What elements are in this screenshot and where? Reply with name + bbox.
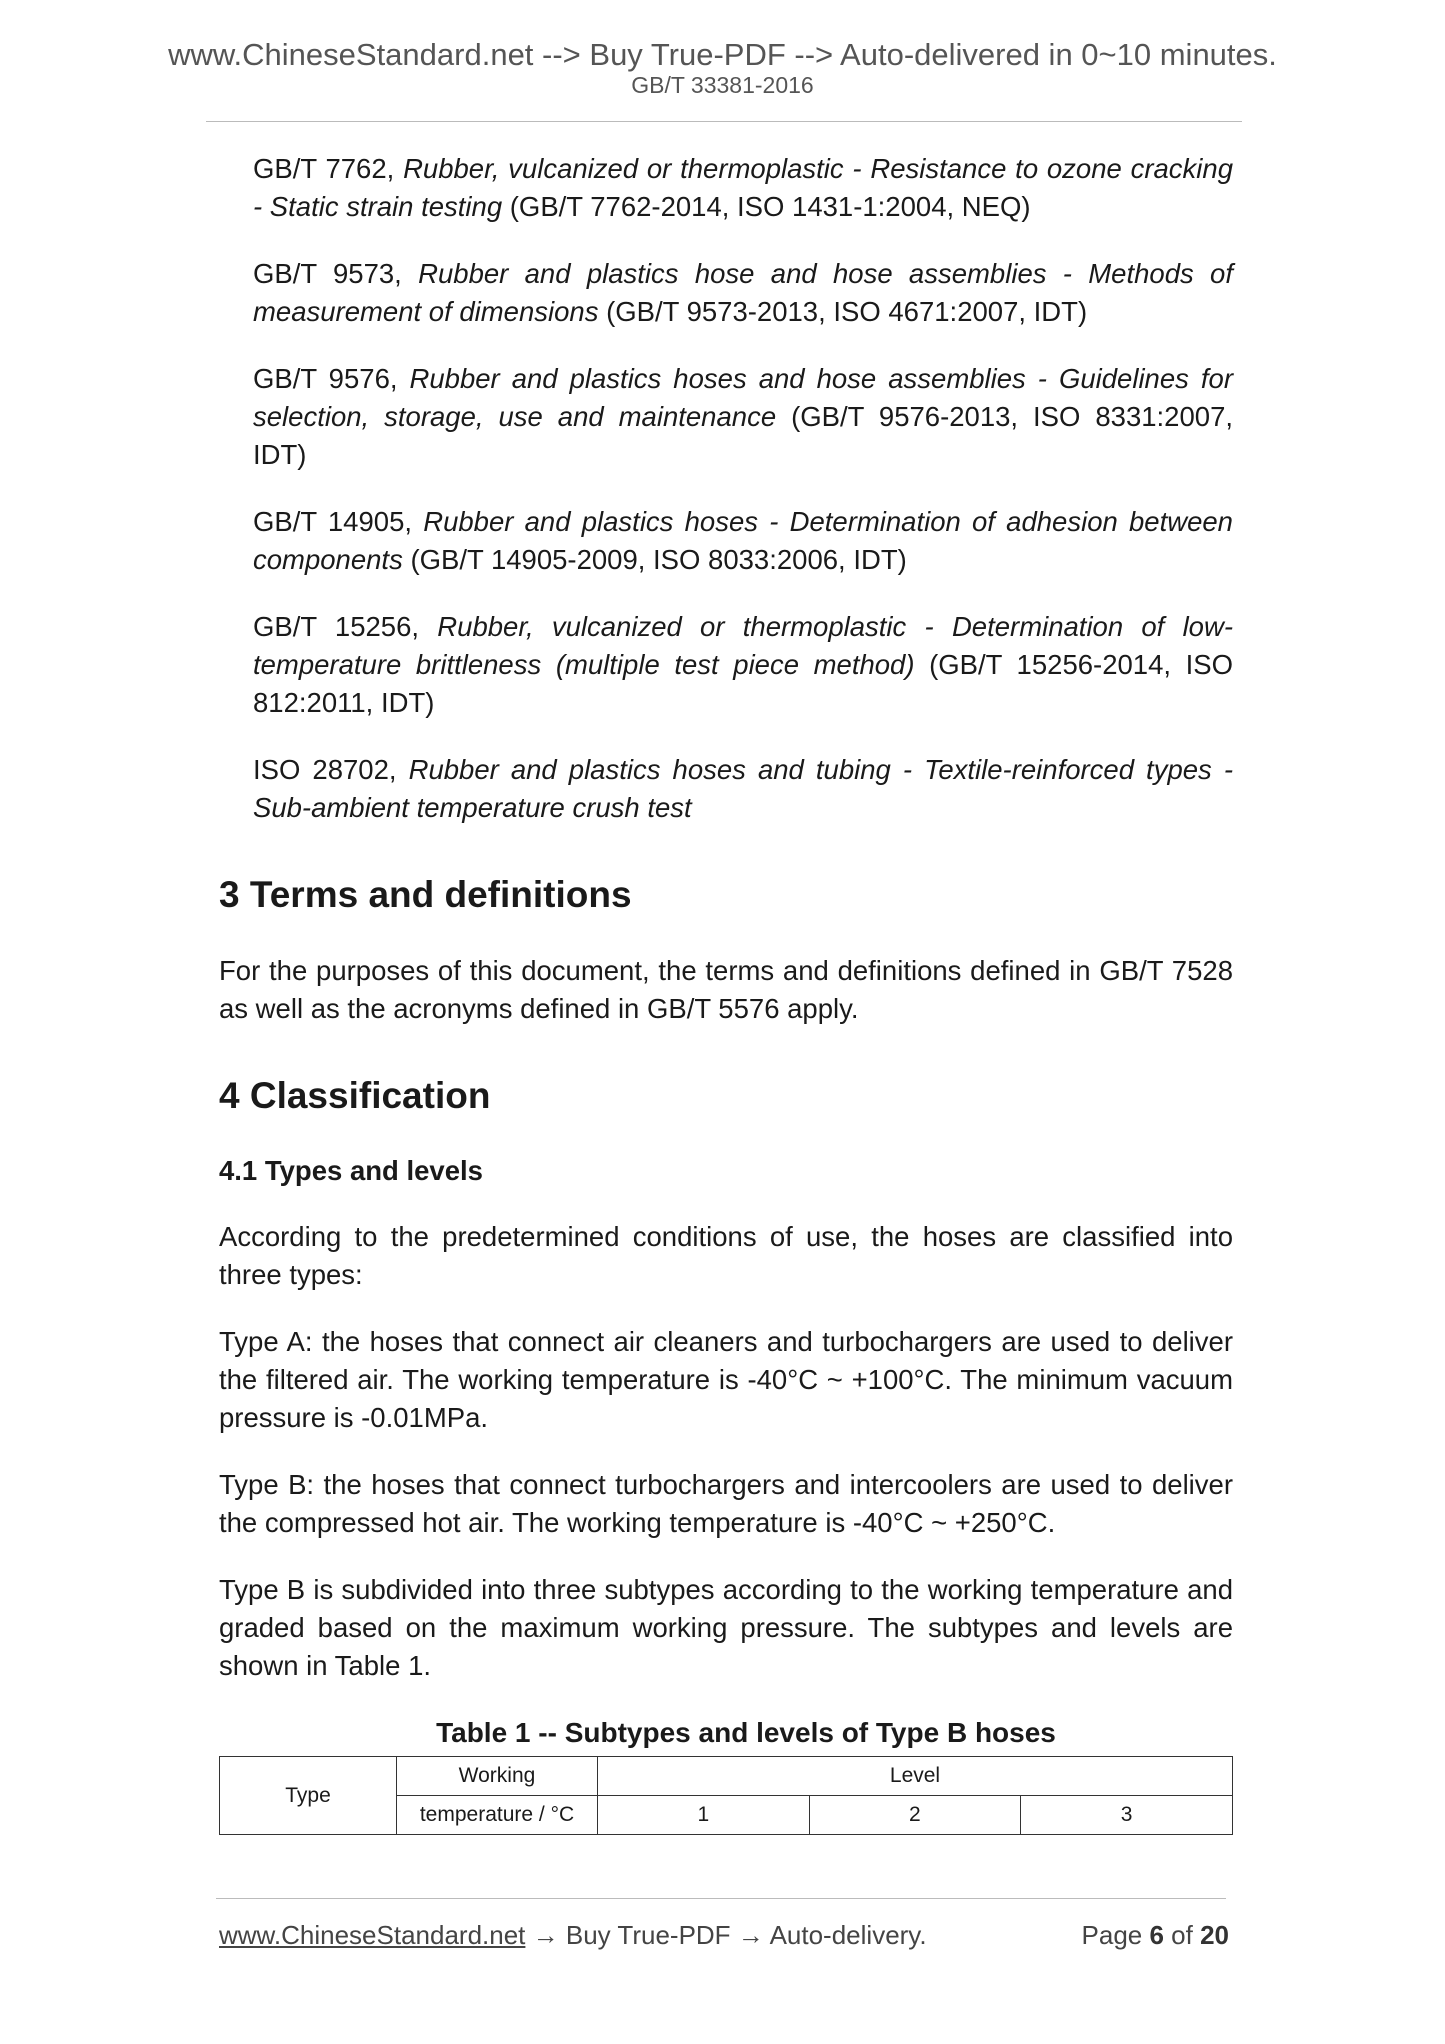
table-header-temp-line1: Working (397, 1757, 598, 1796)
reference-item: GB/T 14905, Rubber and plastics hoses - Determination of adhesion between components (GB/T 14905-2009, ISO 8033:2006, IDT) (253, 506, 1233, 575)
page-indicator: Page 6 of 20 (1081, 1920, 1229, 1950)
table-header-type: Type (220, 1757, 397, 1835)
page-number: 6 (1149, 1920, 1164, 1950)
footer-divider (216, 1898, 1226, 1899)
section-3-paragraph: For the purposes of this document, the terms and definitions defined in GB/T 7528 as well as the acronyms defined in GB/T 5576 apply. (219, 954, 1233, 1024)
section-4-heading: 4 Classification (219, 1074, 491, 1116)
table-header-level: Level (598, 1757, 1233, 1796)
table-header-level-2: 2 (809, 1796, 1021, 1835)
page-footer (219, 1920, 1229, 1951)
table-header-level-1: 1 (598, 1796, 810, 1835)
paragraph-types-intro: According to the predetermined conditions of use, the hoses are classified into three types: (219, 1221, 1233, 1291)
paragraph-type-b-subtypes: Type B is subdivided into three subtypes according to the working temperature and graded based on the maximum working pressure. The subtypes and levels are shown in Table 1. (219, 1574, 1233, 1682)
reference-item: GB/T 15256, Rubber, vulcanized or thermoplastic - Determination of low-temperature brittleness (multiple test piece method) (GB/T 15256-2014, ISO 812:2011, IDT) (253, 611, 1233, 718)
subsection-4-1-heading: 4.1 Types and levels (219, 1155, 483, 1187)
table-header-temp-line2: temperature / °C (397, 1796, 598, 1835)
header-banner[interactable]: www.ChineseStandard.net --> Buy True-PDF --> Auto-delivered in 0~10 minutes. (168, 37, 1277, 72)
reference-item: GB/T 9576, Rubber and plastics hoses and hose assemblies - Guidelines for selection, storage, use and maintenance (GB/T 9576-2013, ISO 8331:2007, IDT) (253, 363, 1233, 470)
document-body (219, 150, 1233, 1835)
footer-text: → Buy True-PDF → Auto-delivery. (525, 1920, 927, 1950)
table-1 (219, 1756, 1233, 1835)
paragraph-type-a: Type A: the hoses that connect air cleaners and turbochargers are used to deliver the filtered air. The working temperature is -40°C ~ +100°C. The minimum vacuum pressure is -0.01MPa. (219, 1326, 1233, 1434)
table-1-caption: Table 1 -- Subtypes and levels of Type B hoses (436, 1717, 1056, 1749)
table-header-level-3: 3 (1021, 1796, 1233, 1835)
standard-number: GB/T 33381-2016 (631, 72, 814, 98)
page-total: 20 (1200, 1920, 1229, 1950)
reference-item: GB/T 7762, Rubber, vulcanized or thermoplastic - Resistance to ozone cracking - Static strain testing (GB/T 7762-2014, ISO 1431-1:2004, NEQ) (253, 153, 1233, 222)
header-divider (206, 121, 1242, 122)
reference-item: GB/T 9573, Rubber and plastics hose and hose assemblies - Methods of measurement of dimensions (GB/T 9573-2013, ISO 4671:2007, IDT) (253, 258, 1233, 327)
reference-item: ISO 28702, Rubber and plastics hoses and tubing - Textile-reinforced types - Sub-ambient temperature crush test (253, 754, 1233, 823)
normative-references (219, 150, 1233, 827)
paragraph-type-b: Type B: the hoses that connect turbochargers and intercoolers are used to deliver the compressed hot air. The working temperature is -40°C ~ +250°C. (219, 1469, 1233, 1539)
section-3-heading: 3 Terms and definitions (219, 874, 632, 915)
footer-link[interactable]: www.ChineseStandard.net (219, 1920, 526, 1950)
